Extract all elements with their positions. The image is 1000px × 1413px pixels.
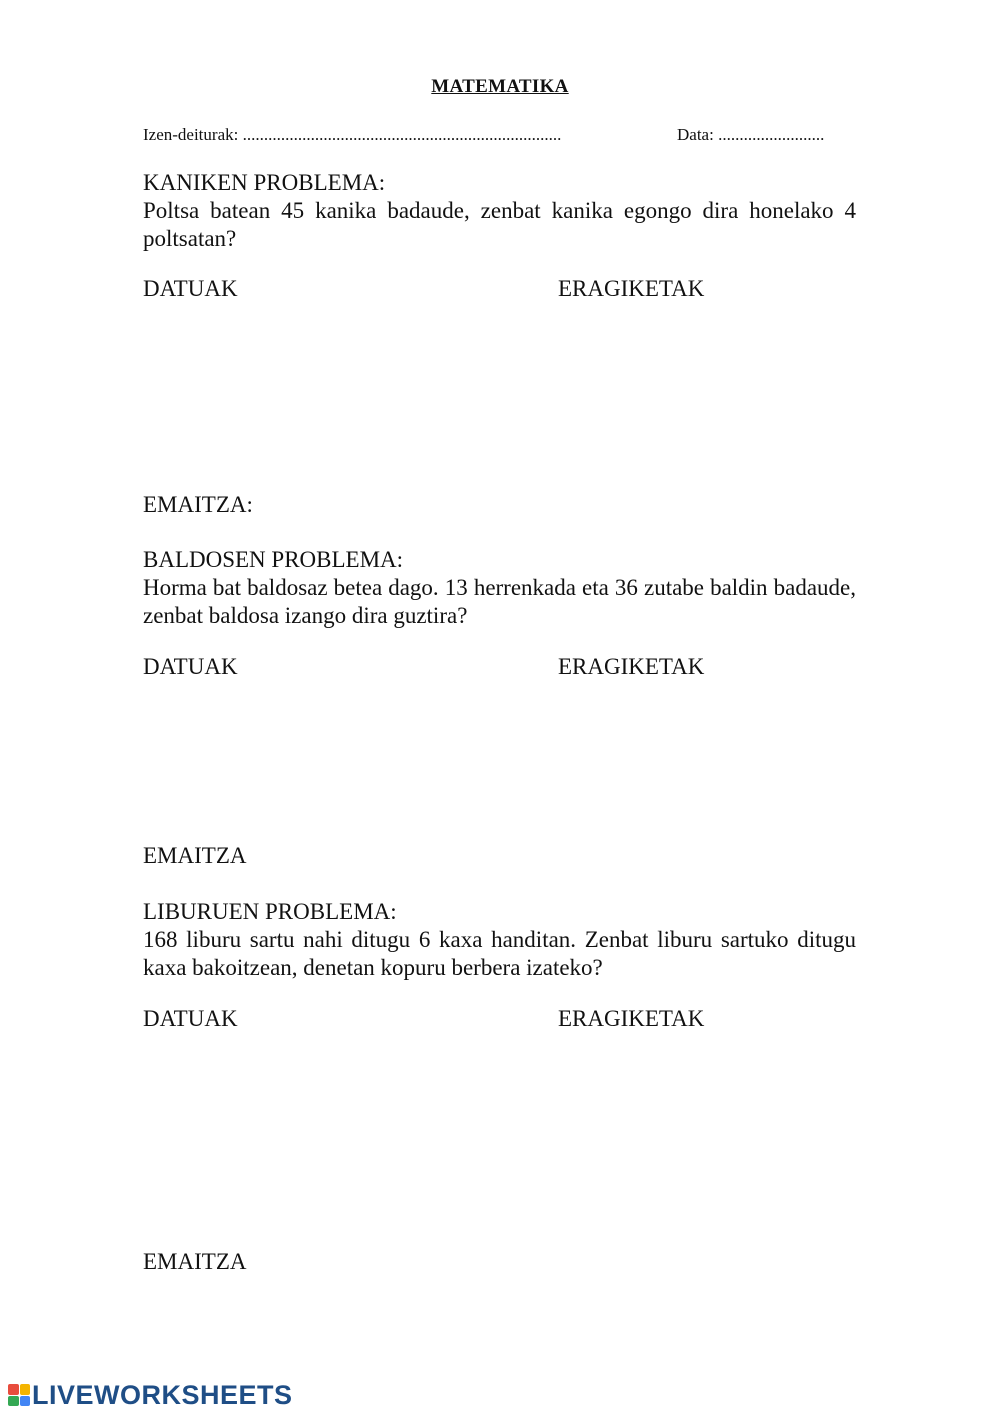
problem-text: 168 liburu sartu nahi ditugu 6 kaxa handitan. Zenbat liburu sartuko ditugu kaxa bakoitzean, denetan kopuru berbera izateko?	[143, 927, 856, 980]
data-label: DATUAK	[143, 1006, 238, 1031]
problem-heading: LIBURUEN PROBLEMA:	[143, 899, 397, 924]
logo-square-green	[8, 1396, 19, 1407]
problem-1	[143, 169, 856, 253]
problem-text: Poltsa batean 45 kanika badaude, zenbat kanika egongo dira honelako 4 poltsatan?	[143, 198, 856, 251]
problem-heading: BALDOSEN PROBLEMA:	[143, 547, 404, 572]
liveworksheets-logo	[8, 1381, 293, 1409]
problem-text: Horma bat baldosaz betea dago. 13 herrenkada eta 36 zutabe baldin badaude, zenbat baldosa izango dira guztira?	[143, 575, 856, 628]
operations-label: ERAGIKETAK	[558, 1006, 705, 1031]
data-label: DATUAK	[143, 654, 238, 679]
result-label: EMAITZA:	[143, 492, 253, 517]
page-title: MATEMATIKA	[431, 76, 569, 97]
problem-2	[143, 546, 856, 630]
logo-square-blue	[20, 1396, 31, 1407]
liveworksheets-icon	[8, 1384, 30, 1406]
data-label: DATUAK	[143, 276, 238, 301]
brand-name: LIVEWORKSHEETS	[32, 1380, 293, 1410]
name-field-label: Izen-deiturak: ...........................................................................	[143, 125, 562, 144]
logo-square-yellow	[20, 1384, 31, 1395]
date-field-label: Data: .........................	[677, 125, 825, 144]
result-label: EMAITZA	[143, 1249, 247, 1274]
logo-square-red	[8, 1384, 19, 1395]
operations-label: ERAGIKETAK	[558, 276, 705, 301]
problem-3	[143, 898, 856, 982]
problem-heading: KANIKEN PROBLEMA:	[143, 170, 386, 195]
result-label: EMAITZA	[143, 843, 247, 868]
operations-label: ERAGIKETAK	[558, 654, 705, 679]
